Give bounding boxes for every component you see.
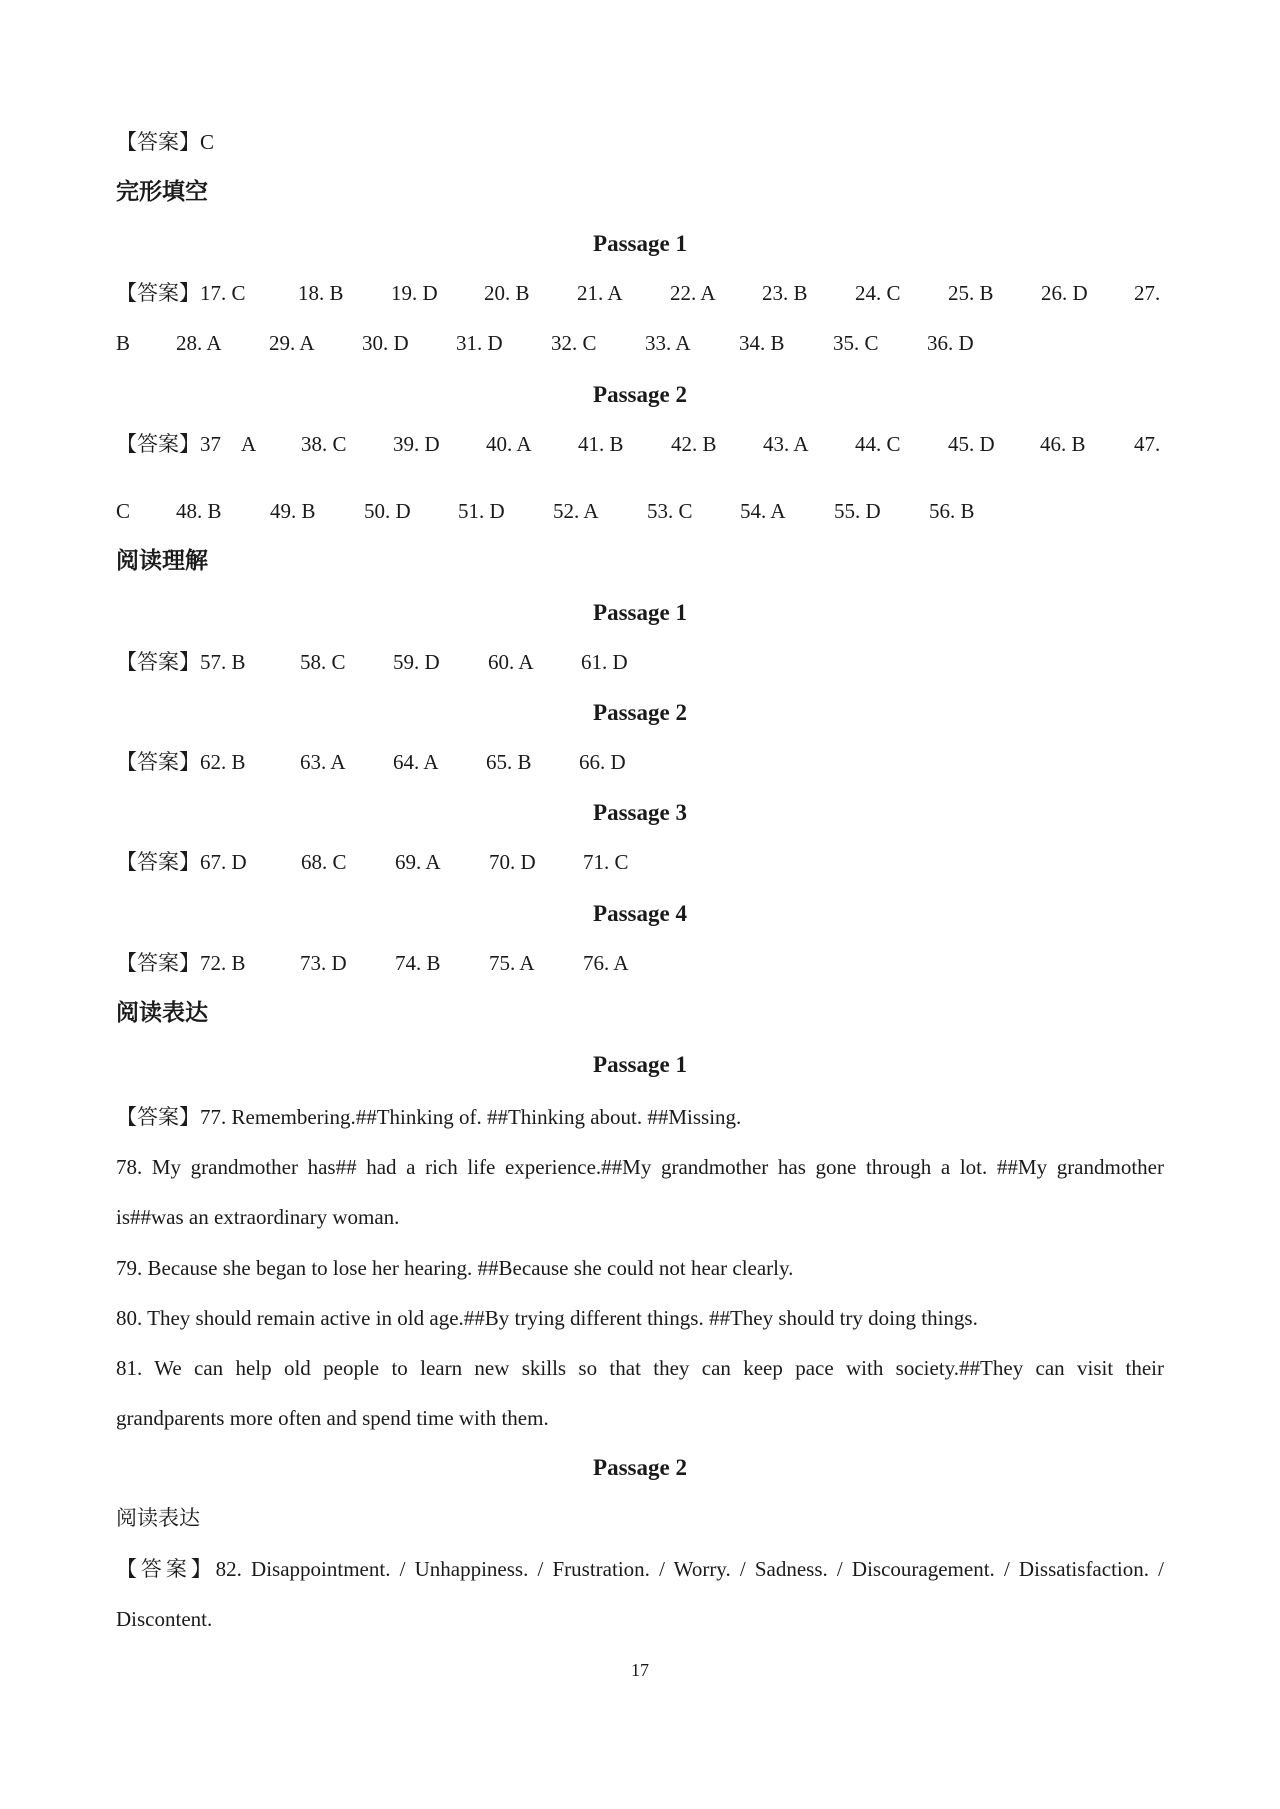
answer-item: 69. A bbox=[395, 850, 441, 874]
expression-passage-2-label: 阅读表达 bbox=[116, 1506, 200, 1530]
answer-item: 56. B bbox=[929, 499, 975, 523]
answer-item: 46. B bbox=[1040, 432, 1086, 456]
answer-item: 64. A bbox=[393, 750, 439, 774]
answer-item: 75. A bbox=[489, 951, 535, 975]
expression-answer-line: 【答案】77. Remembering.##Thinking of. ##Thinking about. ##Missing. bbox=[116, 1105, 742, 1129]
answer-item: 25. B bbox=[948, 281, 994, 305]
answer-item: 50. D bbox=[364, 499, 411, 523]
answer-item: 70. D bbox=[489, 850, 536, 874]
expression-answer-line: 81. We can help old people to learn new skills so that they can keep pace with society.##They can visit their bbox=[116, 1356, 1164, 1380]
expression-answer-line: 78. My grandmother has## had a rich life experience.##My grandmother has gone through a lot. ##My grandmother bbox=[116, 1155, 1164, 1179]
answer-item: 60. A bbox=[488, 650, 534, 674]
answer-line-16: 【答案】C bbox=[116, 130, 215, 154]
expression-answer-line: grandparents more often and spend time with them. bbox=[116, 1406, 549, 1430]
answer-item: 35. C bbox=[833, 331, 879, 355]
answer-item: C bbox=[116, 499, 131, 523]
answer-item: 【答案】72. B bbox=[116, 951, 246, 975]
answer-item: 49. B bbox=[270, 499, 316, 523]
expression-answer-line: 79. Because she began to lose her hearing. ##Because she could not hear clearly. bbox=[116, 1256, 794, 1280]
answer-item: 22. A bbox=[670, 281, 716, 305]
answer-item: 73. D bbox=[300, 951, 347, 975]
expression-passage-1-title: Passage 1 bbox=[593, 1052, 687, 1077]
answer-item: 29. A bbox=[269, 331, 315, 355]
answer-item: 30. D bbox=[362, 331, 409, 355]
answer-item: 48. B bbox=[176, 499, 222, 523]
cloze-passage-2-title: Passage 2 bbox=[593, 382, 687, 407]
answer-item: 74. B bbox=[395, 951, 441, 975]
reading-passage-3-title: Passage 3 bbox=[593, 800, 687, 825]
answer-item: 18. B bbox=[298, 281, 344, 305]
expression-answer-line: 【答案】82. Disappointment. / Unhappiness. / Frustration. / Worry. / Sadness. / Discouragement. / Dissatisfaction. / bbox=[116, 1557, 1164, 1581]
answer-item: 65. B bbox=[486, 750, 532, 774]
answer-item: 47. bbox=[1134, 432, 1161, 456]
answer-item: 【答案】67. D bbox=[116, 850, 247, 874]
answer-item: 63. A bbox=[300, 750, 346, 774]
answer-item: 55. D bbox=[834, 499, 881, 523]
answer-item: 44. C bbox=[855, 432, 901, 456]
answer-item: 32. C bbox=[551, 331, 597, 355]
reading-passage-2-title: Passage 2 bbox=[593, 700, 687, 725]
answer-item: 34. B bbox=[739, 331, 785, 355]
answer-item: 27. bbox=[1134, 281, 1161, 305]
expression-passage-2-title: Passage 2 bbox=[593, 1455, 687, 1480]
answer-item: 71. C bbox=[583, 850, 629, 874]
answer-item: 39. D bbox=[393, 432, 440, 456]
answer-item: 68. C bbox=[301, 850, 347, 874]
answer-item: 45. D bbox=[948, 432, 995, 456]
answer-item: 26. D bbox=[1041, 281, 1088, 305]
answer-item: 【答案】37 bbox=[116, 432, 221, 456]
section-title-cloze: 完形填空 bbox=[116, 179, 208, 205]
answer-item: 23. B bbox=[762, 281, 808, 305]
answer-item: 66. D bbox=[579, 750, 626, 774]
answer-item: 33. A bbox=[645, 331, 691, 355]
answer-item: 【答案】17. C bbox=[116, 281, 246, 305]
answer-item: 20. B bbox=[484, 281, 530, 305]
answer-item: 38. C bbox=[301, 432, 347, 456]
answer-item: 54. A bbox=[740, 499, 786, 523]
answer-item: 36. D bbox=[927, 331, 974, 355]
answer-item: 53. C bbox=[647, 499, 693, 523]
answer-item: 51. D bbox=[458, 499, 505, 523]
cloze-passage-1-title: Passage 1 bbox=[593, 231, 687, 256]
expression-answer-line: 80. They should remain active in old age.##By trying different things. ##They should try doing things. bbox=[116, 1306, 978, 1330]
answer-item: 59. D bbox=[393, 650, 440, 674]
answer-item: 24. C bbox=[855, 281, 901, 305]
page-number: 17 bbox=[631, 1660, 649, 1680]
expression-answer-line: Discontent. bbox=[116, 1607, 213, 1631]
answer-item: 58. C bbox=[300, 650, 346, 674]
section-title-reading: 阅读理解 bbox=[116, 548, 208, 574]
expression-answer-line: is##was an extraordinary woman. bbox=[116, 1205, 400, 1229]
answer-item: 41. B bbox=[578, 432, 624, 456]
section-title-expression: 阅读表达 bbox=[116, 1000, 208, 1026]
answer-item: 31. D bbox=[456, 331, 503, 355]
answer-item: 【答案】62. B bbox=[116, 750, 246, 774]
answer-item: 28. A bbox=[176, 331, 222, 355]
answer-item: 61. D bbox=[581, 650, 628, 674]
answer-item: 76. A bbox=[583, 951, 629, 975]
answer-item: B bbox=[116, 331, 131, 355]
answer-item: 40. A bbox=[486, 432, 532, 456]
answer-item: A bbox=[241, 432, 257, 456]
reading-passage-4-title: Passage 4 bbox=[593, 901, 687, 926]
answer-item: 43. A bbox=[763, 432, 809, 456]
answer-item: 52. A bbox=[553, 499, 599, 523]
answer-item: 42. B bbox=[671, 432, 717, 456]
reading-passage-1-title: Passage 1 bbox=[593, 600, 687, 625]
answer-item: 21. A bbox=[577, 281, 623, 305]
answer-item: 【答案】57. B bbox=[116, 650, 246, 674]
answer-item: 19. D bbox=[391, 281, 438, 305]
